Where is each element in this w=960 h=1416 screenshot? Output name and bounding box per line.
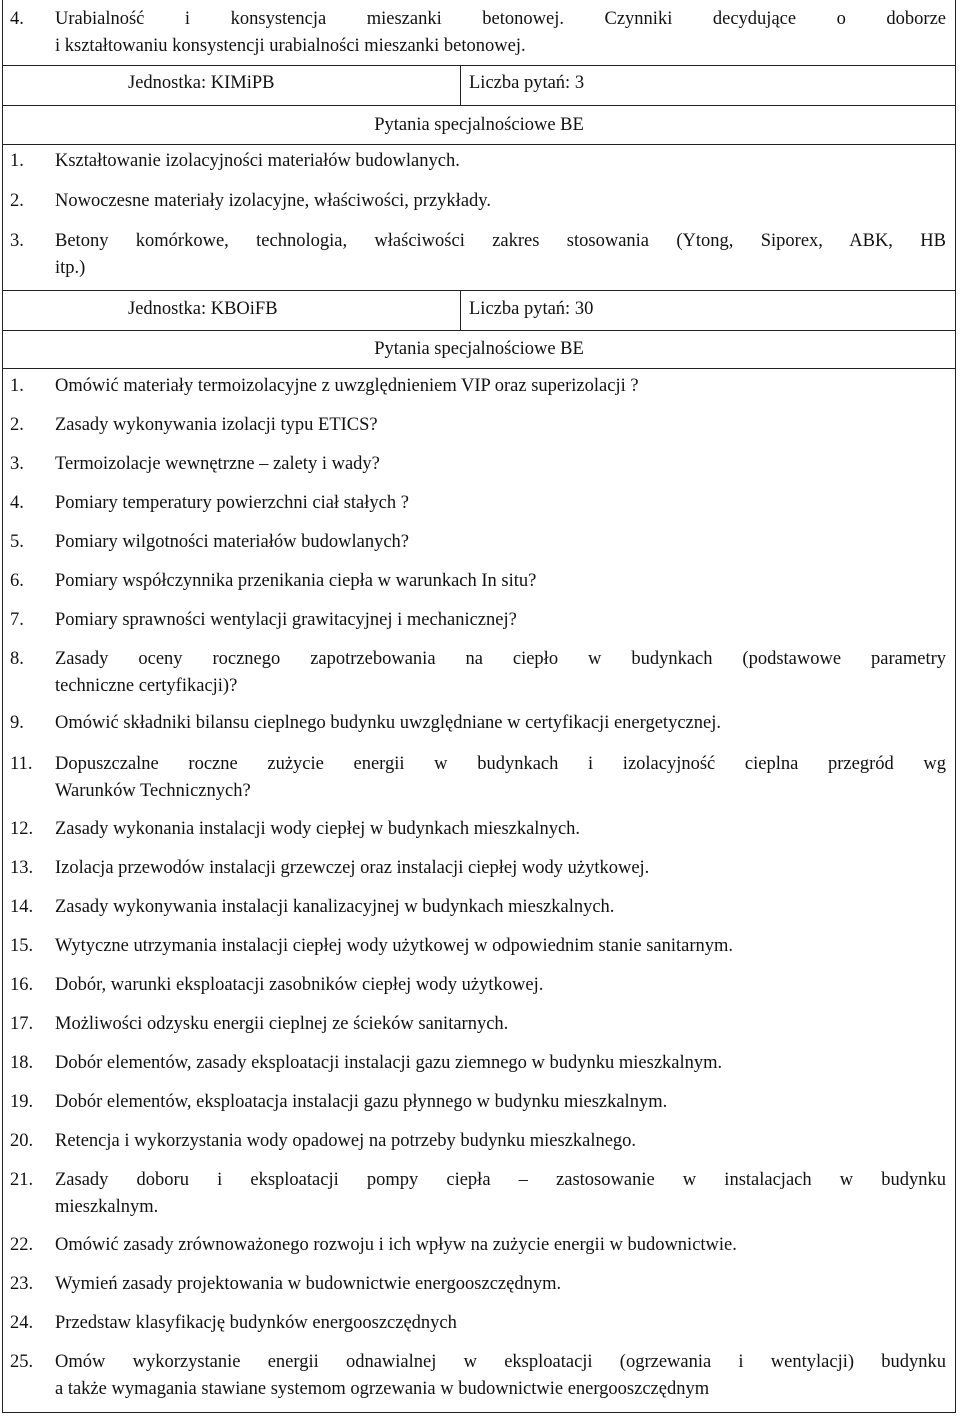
table-border-bottom [2, 1412, 956, 1413]
item-number: 1. [10, 151, 24, 171]
item-number: 15. [10, 936, 34, 956]
item-number: 5. [10, 532, 24, 552]
item-number: 19. [10, 1092, 34, 1112]
item-text-continuation: i kształtowaniu konsystencji urabialności mieszanki betonowej. [55, 36, 526, 56]
item-text: Przedstaw klasyfikację budynków energooszczędnych [55, 1313, 457, 1333]
item-text-continuation: mieszkalnym. [55, 1197, 159, 1217]
document-page [2, 0, 956, 1413]
item-text: Wytyczne utrzymania instalacji ciepłej wody użytkowej w odpowiednim stanie sanitarnym. [55, 936, 734, 956]
item-text-continuation: a także wymagania stawiane systemom ogrzewania w budownictwie energooszczędnym [55, 1379, 710, 1399]
item-number: 20. [10, 1131, 34, 1151]
item-text: Nowoczesne materiały izolacyjne, właściwości, przykłady. [55, 191, 491, 211]
unit-label: Jednostka: KBOiFB [128, 299, 278, 319]
item-text: Zasady wykonywania izolacji typu ETICS? [55, 415, 378, 435]
item-number: 4. [10, 493, 24, 513]
item-text-continuation: itp.) [55, 258, 86, 278]
row-divider [2, 290, 956, 291]
item-number: 13. [10, 858, 34, 878]
item-number: 7. [10, 610, 24, 630]
item-text: Pomiary wilgotności materiałów budowlanych? [55, 532, 409, 552]
item-number: 22. [10, 1235, 34, 1255]
header-cell-divider [460, 290, 461, 330]
table-border-right [955, 0, 956, 1413]
item-text: Urabialność i konsystencja mieszanki betonowej. Czynniki decydujące o doborze [55, 9, 946, 29]
item-text: Omówić składniki bilansu cieplnego budynku uwzględniane w certyfikacji energetycznej. [55, 713, 721, 733]
item-text: Zasady wykonywania instalacji kanalizacyjnej w budynkach mieszkalnych. [55, 897, 615, 917]
item-number: 8. [10, 649, 24, 669]
item-text: Zasady oceny rocznego zapotrzebowania na ciepło w budynkach (podstawowe parametry [55, 649, 946, 669]
item-number: 21. [10, 1170, 34, 1190]
row-divider [2, 144, 956, 145]
item-text: Pomiary sprawności wentylacji grawitacyjnej i mechanicznej? [55, 610, 517, 630]
item-text: Wymień zasady projektowania w budownictwie energooszczędnym. [55, 1274, 562, 1294]
row-divider [2, 65, 956, 66]
question-count: Liczba pytań: 30 [469, 299, 594, 319]
question-count: Liczba pytań: 3 [469, 73, 585, 93]
item-text: Dobór elementów, eksploatacja instalacji gazu płynnego w budynku mieszkalnym. [55, 1092, 668, 1112]
row-divider [2, 330, 956, 331]
item-number: 9. [10, 713, 24, 733]
item-number: 18. [10, 1053, 34, 1073]
section-title: Pytania specjalnościowe BE [374, 115, 584, 135]
item-text: Dobór elementów, zasady eksploatacji instalacji gazu ziemnego w budynku mieszkalnym. [55, 1053, 723, 1073]
item-number: 3. [10, 231, 24, 251]
row-divider [2, 368, 956, 369]
item-number: 1. [10, 376, 24, 396]
item-text: Omów wykorzystanie energii odnawialnej w eksploatacji (ogrzewania i wentylacji) budynku [55, 1352, 946, 1372]
item-number: 16. [10, 975, 34, 995]
item-text: Omówić zasady zrównoważonego rozwoju i ich wpływ na zużycie energii w budownictwie. [55, 1235, 737, 1255]
item-text: Omówić materiały termoizolacyjne z uwzględnieniem VIP oraz superizolacji ? [55, 376, 639, 396]
item-text: Kształtowanie izolacyjności materiałów budowlanych. [55, 151, 460, 171]
item-text: Betony komórkowe, technologia, właściwości zakres stosowania (Ytong, Siporex, ABK, HB [55, 231, 946, 251]
item-number: 11. [10, 754, 33, 774]
item-text: Pomiary współczynnika przenikania ciepła w warunkach In situ? [55, 571, 537, 591]
item-text: Zasady wykonania instalacji wody ciepłej w budynkach mieszkalnych. [55, 819, 581, 839]
section-title: Pytania specjalnościowe BE [374, 339, 584, 359]
item-number: 3. [10, 454, 24, 474]
item-number: 23. [10, 1274, 34, 1294]
item-number: 4. [10, 9, 24, 29]
item-text: Możliwości odzysku energii cieplnej ze ścieków sanitarnych. [55, 1014, 509, 1034]
item-number: 2. [10, 191, 24, 211]
item-number: 25. [10, 1352, 34, 1372]
item-number: 2. [10, 415, 24, 435]
item-text: Dopuszczalne roczne zużycie energii w budynkach i izolacyjność cieplna przegród wg [55, 754, 946, 774]
item-number: 24. [10, 1313, 34, 1333]
item-number: 17. [10, 1014, 34, 1034]
header-cell-divider [460, 65, 461, 105]
item-text: Pomiary temperatury powierzchni ciał stałych ? [55, 493, 409, 513]
unit-label: Jednostka: KIMiPB [128, 73, 275, 93]
item-number: 12. [10, 819, 34, 839]
item-number: 6. [10, 571, 24, 591]
item-text-continuation: techniczne certyfikacji)? [55, 676, 238, 696]
item-text: Termoizolacje wewnętrzne – zalety i wady? [55, 454, 380, 474]
item-text: Retencja i wykorzystania wody opadowej na potrzeby budynku mieszkalnego. [55, 1131, 637, 1151]
item-text: Dobór, warunki eksploatacji zasobników ciepłej wody użytkowej. [55, 975, 544, 995]
table-border-left [2, 0, 3, 1413]
row-divider [2, 105, 956, 106]
item-text-continuation: Warunków Technicznych? [55, 781, 251, 801]
item-number: 14. [10, 897, 34, 917]
item-text: Zasady doboru i eksploatacji pompy ciepła – zastosowanie w instalacjach w budynku [55, 1170, 946, 1190]
item-text: Izolacja przewodów instalacji grzewczej oraz instalacji ciepłej wody użytkowej. [55, 858, 650, 878]
